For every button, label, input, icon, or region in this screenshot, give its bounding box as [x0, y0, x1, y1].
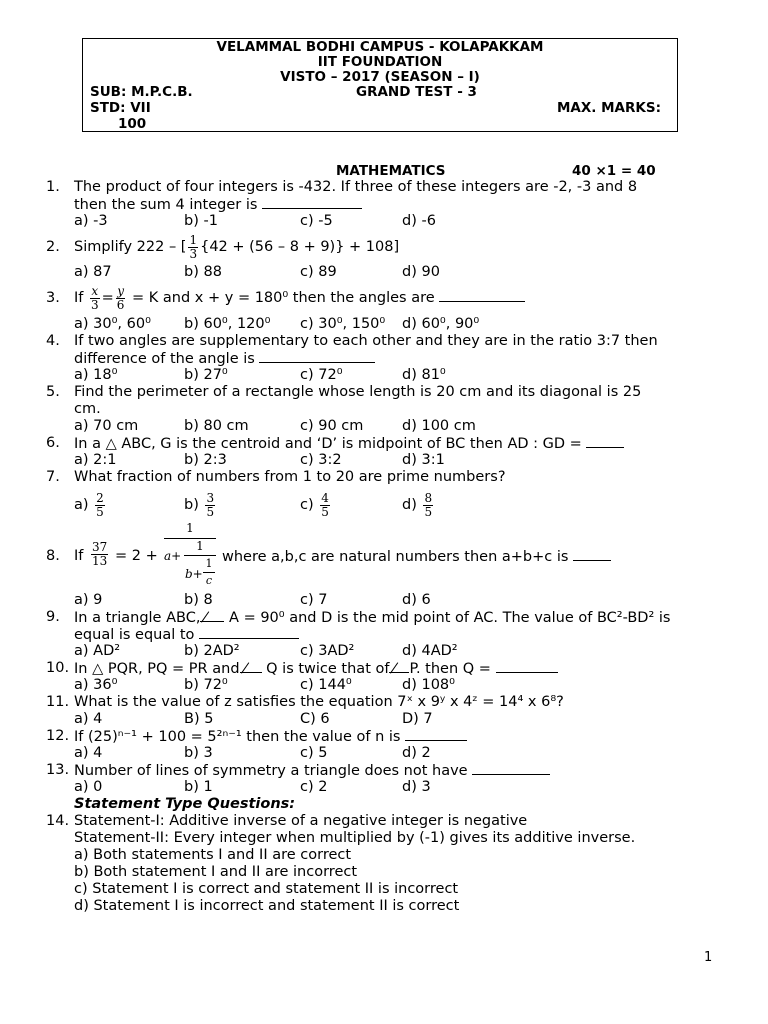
fraction	[188, 234, 198, 261]
fraction-denominator: 5	[96, 504, 104, 519]
option-c: c) Statement I is correct and statement II is incorrect	[74, 881, 459, 897]
option-c: c) 2	[300, 779, 328, 795]
angle-symbol	[200, 612, 212, 622]
fraction	[205, 492, 215, 519]
question-text-part: = K and x + y = 180⁰ then the angles are	[132, 290, 435, 306]
option-a: a) 0	[74, 779, 103, 795]
statement-2: Statement-II: Every integer when multiplied by (-1) gives its additive inverse.	[74, 830, 636, 846]
option-c: c) 144⁰	[300, 677, 352, 693]
question-text-part: In △ PQR, PQ = PR and	[74, 661, 240, 677]
question-text: = 2 +	[115, 548, 158, 564]
question-number: 10.	[46, 660, 70, 676]
question-text: If two angles are supplementary to each other and they are in the ratio 3:7 then	[74, 333, 658, 349]
question-text-part: If	[74, 290, 84, 306]
option-a: a) 87	[74, 264, 112, 280]
question-number: 14.	[46, 813, 70, 829]
fraction-denominator: 5	[424, 504, 433, 519]
fraction-denominator: 3	[189, 246, 198, 261]
answer-blank	[199, 626, 299, 639]
option-d: d) Statement I is incorrect and statement II is correct	[74, 898, 460, 914]
option-b: b) 60⁰, 120⁰	[184, 316, 271, 332]
question-text	[74, 609, 670, 627]
angle-symbol	[389, 663, 401, 673]
fraction-numerator: 8	[424, 490, 433, 505]
option-a: a) 9	[74, 592, 103, 608]
question-text-part: If (25)ⁿ⁻¹ + 100 = 5²ⁿ⁻¹ then the value of n is	[74, 729, 401, 745]
fraction	[90, 285, 100, 312]
question-text-part: =	[101, 290, 114, 306]
fraction	[423, 492, 433, 519]
question-text	[74, 762, 550, 780]
question-number: 12.	[46, 728, 70, 744]
fraction-numerator: 3	[206, 490, 215, 505]
option-b: b) 27⁰	[184, 367, 228, 383]
question-number: 11.	[46, 694, 70, 710]
section-title: MATHEMATICS	[336, 163, 446, 179]
fraction-numerator: 37	[92, 539, 108, 554]
option-c: c) -5	[300, 213, 333, 229]
cf-c: c	[205, 574, 213, 587]
option-d: d) 100 cm	[402, 418, 476, 434]
fraction-numerator: 4	[321, 490, 329, 505]
option-a	[74, 490, 107, 520]
option-b: b) 88	[184, 264, 222, 280]
option-a: a) -3	[74, 213, 108, 229]
question-text-part: Q is twice that of	[266, 661, 390, 677]
option-d: d) 6	[402, 592, 431, 608]
question-text	[222, 548, 611, 566]
header-box	[82, 38, 678, 132]
option-c: c) 3AD²	[300, 643, 355, 659]
cf-a-plus: a+	[164, 549, 182, 563]
option-b: b) 1	[184, 779, 213, 795]
question-text-part: where a,b,c are natural numbers then a+b+c is	[222, 549, 569, 565]
option-d: d) 90	[402, 264, 440, 280]
option-label: b)	[184, 497, 199, 513]
fraction-denominator: 3	[91, 297, 99, 312]
question-text	[74, 728, 467, 746]
fraction-37-13	[89, 539, 110, 569]
option-c: C) 6	[300, 711, 330, 727]
option-a: a) 4	[74, 745, 103, 761]
underline	[212, 609, 224, 622]
max-marks-value: 100	[118, 116, 147, 132]
cf-numerator-3: 1	[205, 557, 213, 570]
answer-blank	[472, 762, 550, 775]
option-c: c) 30⁰, 150⁰	[300, 316, 386, 332]
school-name: VELAMMAL BODHI CAMPUS - KOLAPAKKAM	[216, 39, 544, 55]
question-number: 1.	[46, 179, 60, 195]
question-text	[74, 435, 624, 453]
option-a: a) 30⁰, 60⁰	[74, 316, 151, 332]
answer-blank	[586, 435, 624, 448]
question-text: What is the value of z satisfies the equation 7ˣ x 9ʸ x 4ᶻ = 14⁴ x 6⁸?	[74, 694, 564, 710]
option-d: d) -6	[402, 213, 436, 229]
fraction	[320, 492, 330, 519]
fraction-denominator: 5	[206, 504, 215, 519]
option-a: a) 2:1	[74, 452, 117, 468]
option-b: b) 72⁰	[184, 677, 228, 693]
question-text-part: equal is equal to	[74, 627, 195, 643]
option-b: b) -1	[184, 213, 218, 229]
option-c: c) 72⁰	[300, 367, 343, 383]
underline	[252, 660, 262, 673]
question-text: Find the perimeter of a rectangle whose length is 20 cm and its diagonal is 25	[74, 384, 642, 400]
fraction-denominator: 13	[92, 553, 108, 568]
fraction-numerator: x	[91, 283, 99, 298]
option-d: d) 81⁰	[402, 367, 446, 383]
option-label: c)	[300, 497, 314, 513]
question-number: 3.	[46, 290, 60, 306]
answer-blank	[439, 289, 525, 302]
question-text-part: difference of the angle is	[74, 351, 255, 367]
option-label: d)	[402, 497, 417, 513]
statement-1: Statement-I: Additive inverse of a negative integer is negative	[74, 813, 528, 829]
option-a: a) 36⁰	[74, 677, 118, 693]
fraction-numerator: y	[117, 283, 124, 298]
cf-bar-1	[164, 538, 216, 539]
option-d: d) 3	[402, 779, 431, 795]
question-text-part: In a △ ABC, G is the centroid and ‘D’ is midpoint of BC then AD : GD =	[74, 436, 582, 452]
fraction	[91, 541, 108, 568]
option-b: b) 8	[184, 592, 213, 608]
option-d: d) 2	[402, 745, 431, 761]
option-c	[300, 490, 332, 520]
fraction-numerator: 1	[189, 232, 198, 247]
option-c: c) 3:2	[300, 452, 342, 468]
question-text-part: Simplify 222 – [	[74, 239, 187, 255]
question-text	[74, 196, 362, 214]
answer-blank	[496, 660, 558, 673]
option-a: a) AD²	[74, 643, 121, 659]
option-a: a) 4	[74, 711, 103, 727]
question-text	[74, 626, 299, 644]
option-b: b) Both statement I and II are incorrect	[74, 864, 358, 880]
option-b: b) 2AD²	[184, 643, 240, 659]
option-c: c) 90 cm	[300, 418, 364, 434]
option-d: d) 108⁰	[402, 677, 455, 693]
question-text-part: P. then Q =	[409, 661, 491, 677]
question-number: 4.	[46, 333, 60, 349]
answer-blank	[262, 196, 362, 209]
option-b: b) 80 cm	[184, 418, 249, 434]
option-b: b) 2:3	[184, 452, 227, 468]
option-d: d) 60⁰, 90⁰	[402, 316, 480, 332]
subject: SUB: M.P.C.B.	[90, 84, 193, 100]
option-a: a) 18⁰	[74, 367, 118, 383]
question-number: 5.	[46, 384, 60, 400]
program-name: IIT FOUNDATION	[317, 54, 443, 70]
fraction-denominator: 5	[321, 504, 329, 519]
question-text: If	[74, 548, 84, 564]
question-text-part: Number of lines of symmetry a triangle does not have	[74, 763, 468, 779]
question-number: 9.	[46, 609, 60, 625]
option-c: c) 5	[300, 745, 328, 761]
question-text-part: then the sum 4 integer is	[74, 197, 258, 213]
statement-heading: Statement Type Questions:	[74, 796, 296, 812]
option-b	[184, 490, 217, 520]
fraction	[116, 285, 126, 312]
std: STD: VII	[90, 100, 151, 116]
answer-blank	[573, 548, 611, 561]
section-marks: 40 ×1 = 40	[572, 163, 656, 179]
cf-b-plus: b+	[185, 567, 203, 581]
option-c: c) 89	[300, 264, 337, 280]
option-b: B) 5	[184, 711, 214, 727]
cf-bar-2	[184, 555, 216, 556]
question-text	[74, 660, 558, 678]
option-d: d) 3:1	[402, 452, 445, 468]
max-marks-label: MAX. MARKS:	[557, 100, 661, 116]
question-number: 13.	[46, 762, 70, 778]
option-d: D) 7	[402, 711, 433, 727]
question-text-part: A = 90⁰ and D is the mid point of AC. The value of BC²-BD² is	[229, 610, 671, 626]
question-number: 7.	[46, 469, 60, 485]
option-d: d) 4AD²	[402, 643, 458, 659]
question-text: The product of four integers is -432. If three of these integers are -2, -3 and 8	[74, 179, 638, 195]
event-name: VISTO – 2017 (SEASON – I)	[280, 69, 480, 85]
option-a: a) Both statements I and II are correct	[74, 847, 352, 863]
question-number: 6.	[46, 435, 60, 451]
fraction-numerator: 2	[96, 490, 104, 505]
question-text-part: In a triangle ABC,	[74, 610, 201, 626]
question-number: 2.	[46, 239, 60, 255]
question-text: What fraction of numbers from 1 to 20 are prime numbers?	[74, 469, 506, 485]
fraction	[95, 492, 105, 519]
question-text: cm.	[74, 401, 101, 417]
question-text	[74, 350, 375, 368]
question-number: 8.	[46, 548, 60, 564]
option-d	[402, 490, 435, 520]
fraction-denominator: 6	[116, 297, 125, 312]
answer-blank	[405, 728, 467, 741]
question-text	[74, 283, 525, 313]
cf-bar-3	[203, 572, 215, 573]
cf-numerator-2: 1	[196, 539, 204, 553]
option-b: b) 3	[184, 745, 213, 761]
page-number: 1	[704, 950, 713, 965]
answer-blank	[259, 350, 375, 363]
option-c: c) 7	[300, 592, 328, 608]
cf-numerator-1: 1	[186, 521, 194, 535]
test-name: GRAND TEST - 3	[356, 84, 477, 100]
question-text	[74, 232, 399, 262]
option-a: a) 70 cm	[74, 418, 139, 434]
option-label: a)	[74, 497, 89, 513]
angle-symbol	[240, 663, 252, 673]
question-text-part: {42 + (56 – 8 + 9)} + 108]	[200, 239, 400, 255]
